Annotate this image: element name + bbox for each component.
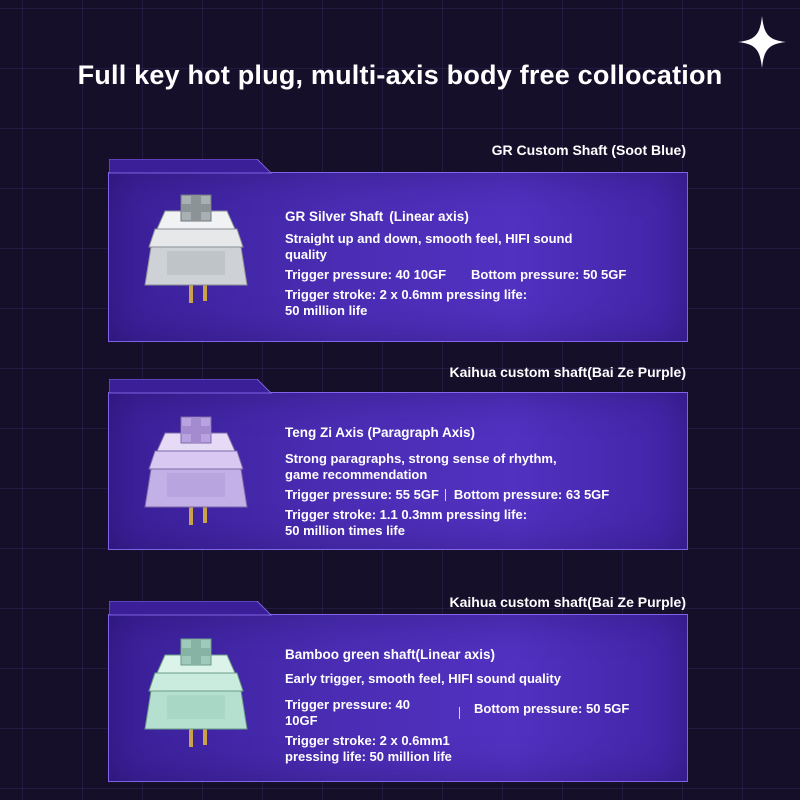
switch-info xyxy=(285,647,645,765)
switch-subtype: (Linear axis) xyxy=(389,209,469,224)
card-panel xyxy=(108,392,688,550)
card-tag: Kaihua custom shaft(Bai Ze Purple) xyxy=(449,364,686,380)
card-notch xyxy=(109,601,689,616)
trigger-pressure: Trigger pressure: 55 5GF xyxy=(285,487,439,502)
pressure-divider xyxy=(459,707,460,719)
bottom-pressure: Bottom pressure: 50 5GF xyxy=(471,267,627,282)
card-panel xyxy=(108,614,688,782)
card-tag: Kaihua custom shaft(Bai Ze Purple) xyxy=(449,594,686,610)
stroke-life: Trigger stroke: 1.1 0.3mm pressing life: 50 million times life xyxy=(285,507,528,538)
card-notch xyxy=(109,379,689,394)
switch-info xyxy=(285,425,645,539)
card-panel xyxy=(108,172,688,342)
trigger-pressure: Trigger pressure: 40 10GF xyxy=(285,697,410,728)
switch-name: GR Silver Shaft xyxy=(285,209,384,224)
switch-info xyxy=(285,209,645,319)
stroke-life: Trigger stroke: 2 x 0.6mm pressing life: 50 million life xyxy=(285,287,528,318)
switch-name: Bamboo green shaft(Linear axis) xyxy=(285,647,496,662)
switch-description: Straight up and down, smooth feel, HIFI sound quality xyxy=(285,231,573,262)
pressure-row xyxy=(285,697,645,729)
bottom-pressure: Bottom pressure: 63 5GF xyxy=(453,487,610,502)
switch-name: Teng Zi Axis (Paragraph Axis) xyxy=(285,425,476,440)
card-tag: GR Custom Shaft (Soot Blue) xyxy=(491,142,686,158)
stroke-life: Trigger stroke: 2 x 0.6mm1 pressing life: 50 million life xyxy=(285,733,452,764)
gr-silver-switch-icon xyxy=(137,189,255,307)
card-notch xyxy=(109,159,689,174)
switch-description: Early trigger, smooth feel, HIFI sound quality xyxy=(285,671,561,686)
teng-zi-switch-icon xyxy=(137,411,255,529)
pressure-divider xyxy=(445,489,446,501)
bamboo-green-switch-icon xyxy=(137,633,255,751)
pressure-row xyxy=(285,487,645,503)
switch-description: Strong paragraphs, strong sense of rhythm, game recommendation xyxy=(285,451,557,482)
page-title: Full key hot plug, multi-axis body free collocation xyxy=(77,60,723,90)
pressure-row xyxy=(285,267,645,283)
trigger-pressure: Trigger pressure: 40 10GF xyxy=(285,267,447,282)
bottom-pressure: Bottom pressure: 50 5GF xyxy=(474,701,630,716)
